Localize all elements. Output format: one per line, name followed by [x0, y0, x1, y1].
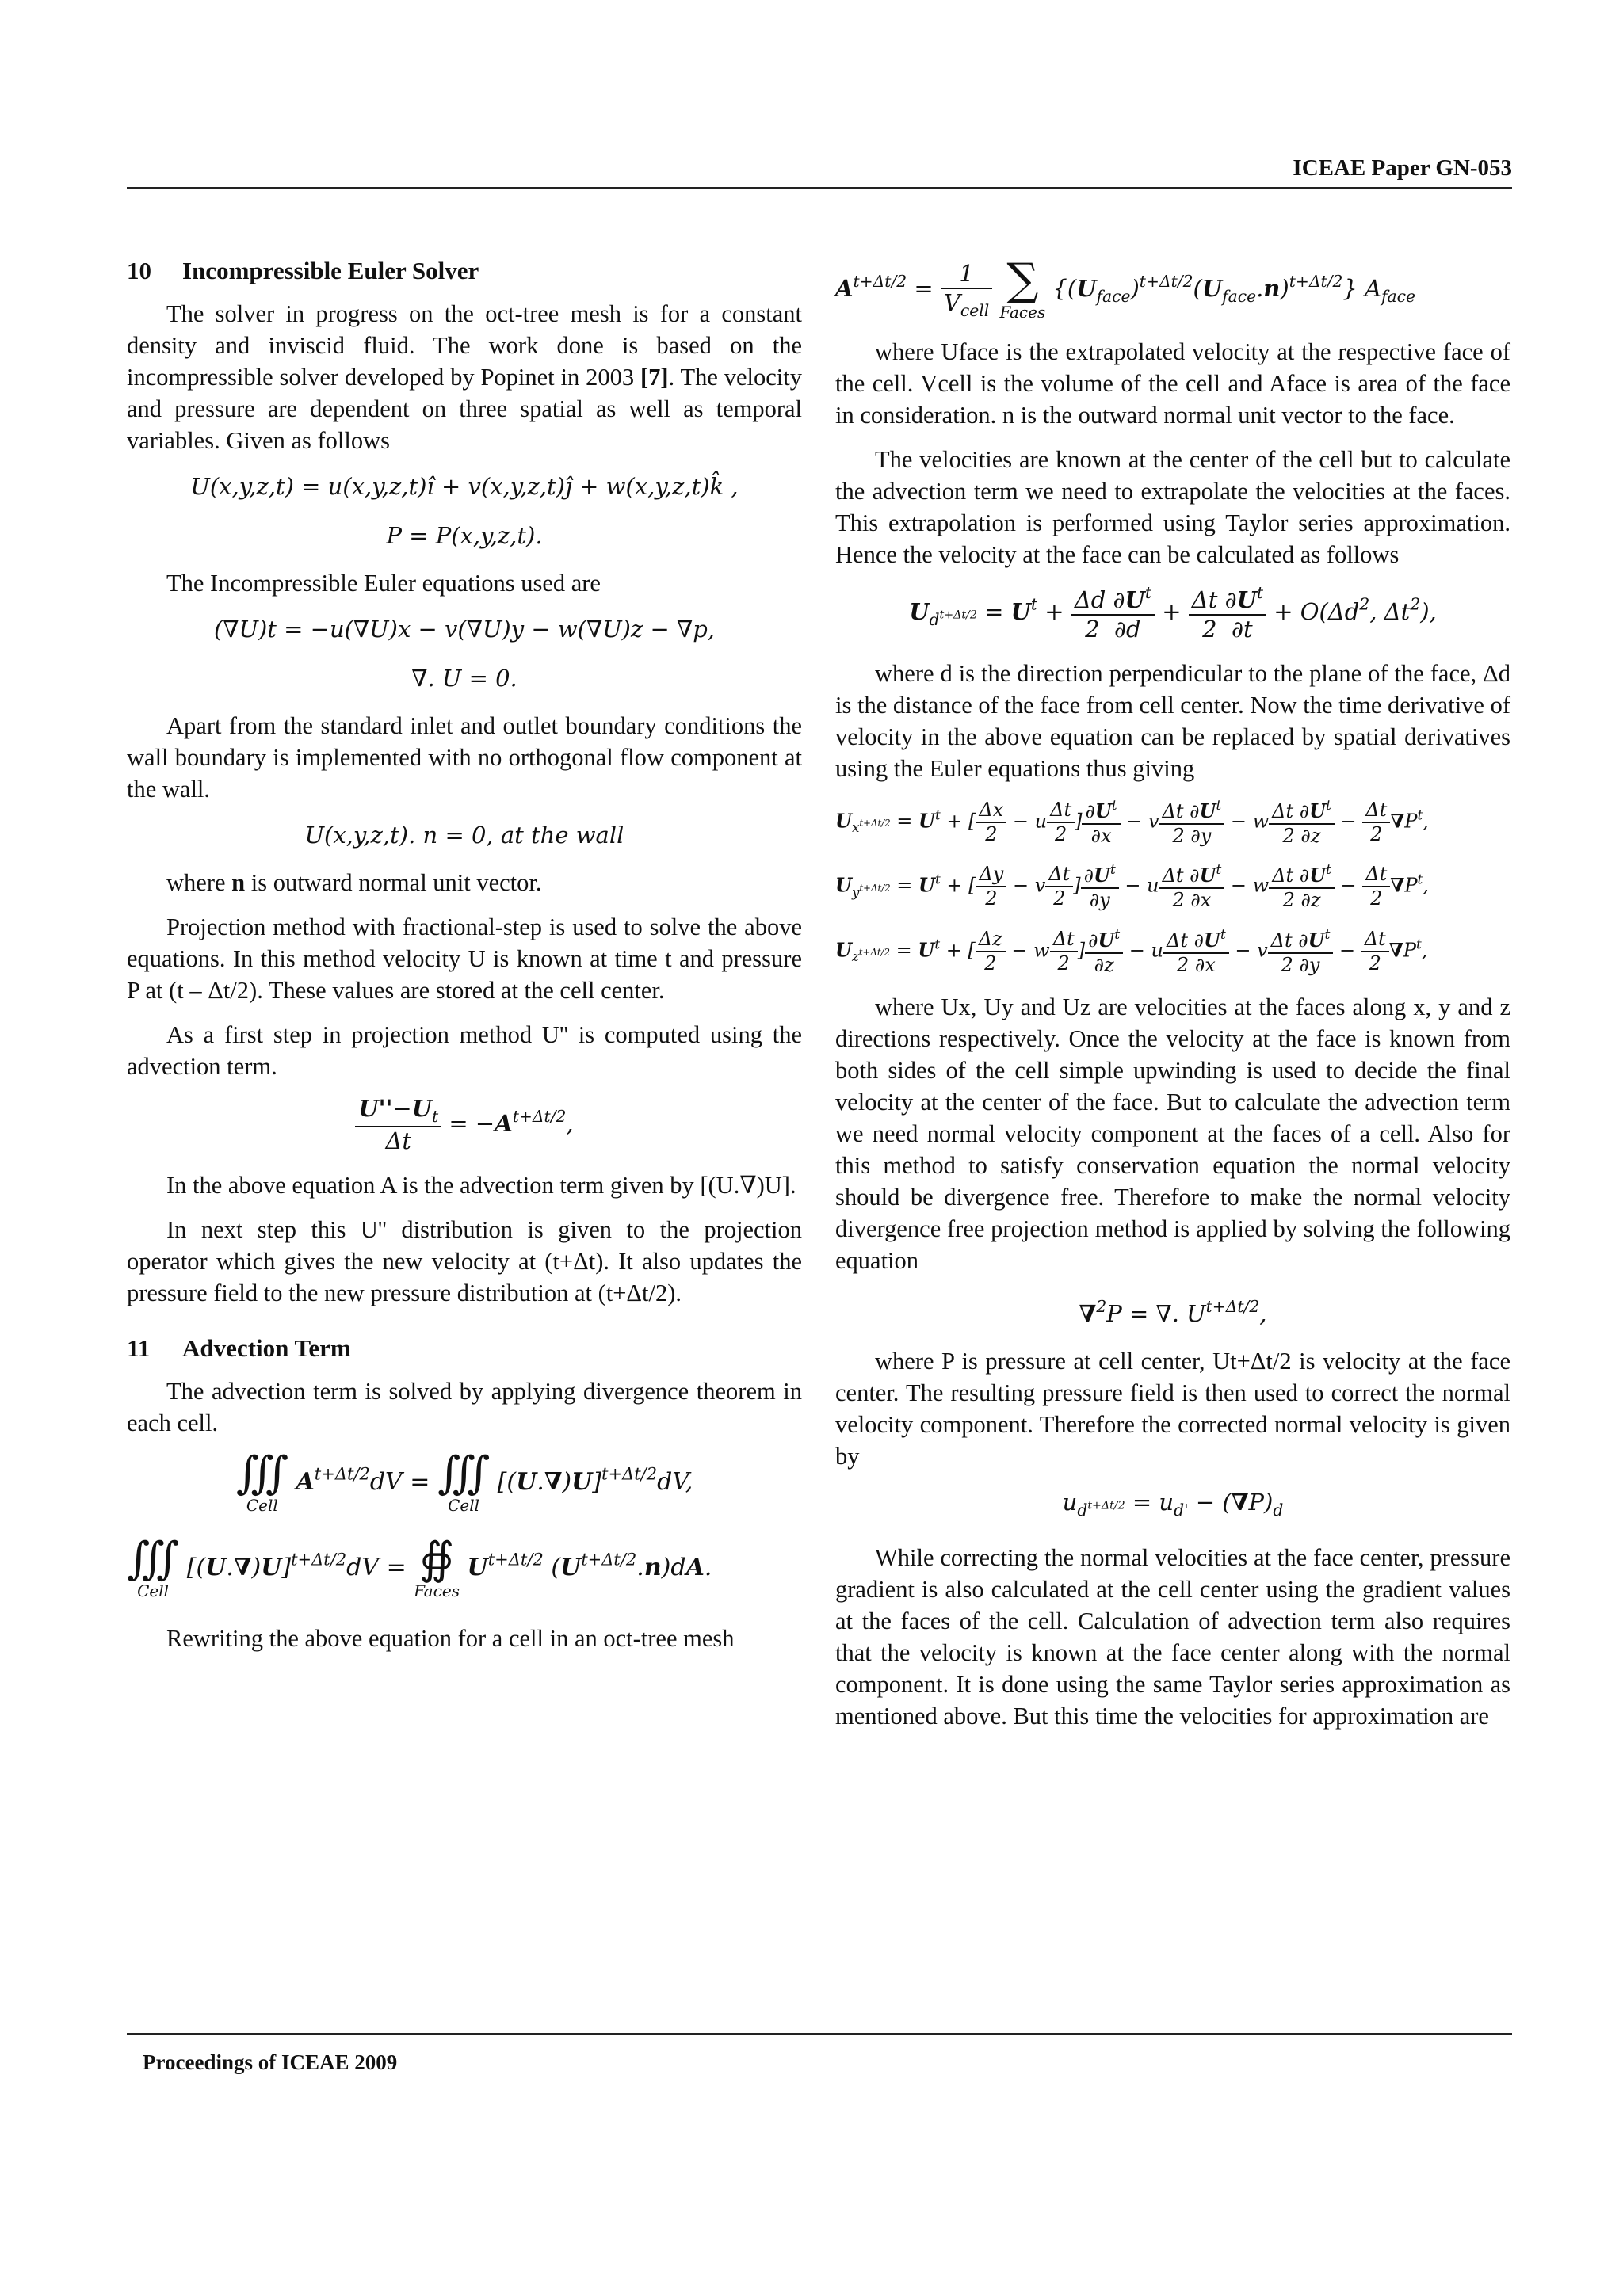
- equation-correction: $u_{d^{t+\Delta t/2}} = u_{d'} - (\nabla P)_d$: [1062, 1488, 1284, 1520]
- equation-text: (∇U)t = −u(∇U)x − v(∇U)y − w(∇U)z − ∇p,: [213, 616, 716, 643]
- integral-limit: Cell: [137, 1581, 170, 1601]
- paragraph-text: . The velocity and pressure are dependent on three spatial as well as temporal variables. Given as follows: [127, 364, 803, 454]
- section-10-title: Incompressible Euler Solver: [182, 257, 479, 284]
- equation-pressure: [127, 518, 802, 553]
- section-10-heading: [127, 255, 802, 287]
- summation: ∑ Faces: [999, 254, 1046, 322]
- paragraph: The Incompressible Euler equations used are: [166, 570, 601, 597]
- fraction: $\frac{1}{V_{cell}}$: [941, 260, 992, 320]
- paragraph-text: The solver in progress on the oct-tree mesh is for a constant density and inviscid fluid. The work done is based on the incompressible solver developed by Popinet in 2003: [127, 300, 802, 391]
- equation-text: U(x,y,z,t) = u(x,y,z,t)î + v(x,y,z,t)ĵ + w(x,y,z,t)k̂ ,: [190, 473, 739, 500]
- fraction: $\frac{U''-U_t}{\Delta t}$: [355, 1095, 441, 1155]
- page-header: [127, 155, 1512, 189]
- paragraph: While correcting the normal velocities at the face center, pressure gradient is also calculated at the cell center using the gradient values at the faces of the cell. Calculation of advection term also requires that the velocity is known at the face center along with the normal component. It is done using the same Taylor series approximation as mentioned above. But this time the velocities for approximation are: [835, 1544, 1510, 1730]
- triple-integral: ∭ Cell: [127, 1533, 180, 1601]
- surface-integral: ∯ Faces: [414, 1533, 460, 1601]
- equation-divergence: [127, 661, 802, 696]
- paragraph: Projection method with fractional-step is used to solve the above equations. In this method velocity U is known at time t and pressure P at (t – Δt/2). These values are stored at the cell center.: [127, 913, 802, 1004]
- paragraph: [127, 867, 802, 898]
- equation-uz: $U_{z^{t+\Delta t/2}} = U^t$ + [ $\frac{\Delta z}{2}$ − w $\frac{\Delta t}{2}$ ] $\frac{\partial U^t}{\partial z}$ − u $\frac{\Delta t \partial U^t}{2 \partial x}$ − v $\frac{\Delta t \partial U^t}{2 \partial y}$ − $\frac{\Delta t}{2}$ $\nabla P^t$,: [835, 926, 1428, 976]
- footer-label: Proceedings of ICEAE 2009: [143, 2050, 398, 2074]
- integral-limit: Cell: [448, 1496, 479, 1516]
- paragraph: As a first step in projection method U'' is computed using the advection term.: [127, 1021, 802, 1080]
- section-11-number: 11: [127, 1334, 151, 1363]
- equation-text: ∇. U = 0.: [411, 665, 517, 692]
- paragraph: In next step this U'' distribution is given to the projection operator which gives the new velocity at (t+Δt). It also updates the pressure field to the new pressure distribution at (t+Δt/2).: [127, 1216, 802, 1307]
- paragraph: Apart from the standard inlet and outlet boundary conditions the wall boundary is implemented with no orthogonal flow component at the wall.: [127, 712, 802, 803]
- equation-ux: $U_{x^{t+\Delta t/2}} = U^t$ + [ $\frac{\Delta x}{2}$ − u $\frac{\Delta t}{2}$ ] $\frac{\partial U^t}{\partial x}$ − v $\frac{\Delta t \partial U^t}{2 \partial y}$ − w $\frac{\Delta t \partial U^t}{2 \partial z}$ − $\frac{\Delta t}{2}$ $\nabla P^t$,: [835, 796, 1429, 847]
- equation-discrete-advection: $A^{t+\Delta t/2}$ = $\frac{1}{V_{cell}}$ ∑ Faces $\{(U_{face})^{t+\Delta t/2}(U_{face}.n)^{t+\Delta t/2}\}$ $A_{face}$: [835, 254, 1415, 322]
- paragraph: where Uface is the extrapolated velocity at the respective face of the cell. Vcell is the volume of the cell and Aface is area of the face in consideration. n is the outward normal unit vector to the face.: [835, 338, 1510, 429]
- fraction: $\frac{\Delta t \partial U^t}{2 \partial t}$: [1189, 583, 1266, 643]
- equation-text: P = P(x,y,z,t).: [386, 522, 543, 549]
- equation-divergence-theorem: ∭ Cell $[(U.\nabla)U]^{t+\Delta t/2}dV$ = ∯ Faces $U^{t+\Delta t/2}$ $(U^{t+\Delta t/2}.n)dA$.: [127, 1533, 712, 1601]
- paragraph: where Ux, Uy and Uz are velocities at the faces along x, y and z directions respectively. Once the velocity at the face is known from both sides of the cell simple upwinding is used to decide the final velocity at the center of the face. But to calculate the advection term we need normal velocity component at the faces of a cell. Also for this method to satisfy conservation equation the normal velocity should be divergence free. Therefore to make the normal velocity divergence free projection method is applied by solving the following equation: [835, 993, 1510, 1274]
- equation-uy: $U_{y^{t+\Delta t/2}} = U^t$ + [ $\frac{\Delta y}{2}$ − v $\frac{\Delta t}{2}$ ] $\frac{\partial U^t}{\partial y}$ − u $\frac{\Delta t \partial U^t}{2 \partial x}$ − w $\frac{\Delta t \partial U^t}{2 \partial z}$ − $\frac{\Delta t}{2}$ $\nabla P^t$,: [835, 861, 1429, 912]
- paragraph: [127, 298, 802, 456]
- triple-integral: ∭ Cell: [235, 1447, 288, 1516]
- summation-limit: Faces: [999, 303, 1046, 322]
- section-11-title: Advection Term: [182, 1334, 351, 1363]
- integral-limit: Cell: [246, 1496, 278, 1516]
- citation-ref: [7]: [640, 364, 669, 391]
- paragraph: Rewriting the above equation for a cell in an oct-tree mesh: [166, 1625, 735, 1653]
- paragraph-text: is outward normal unit vector.: [245, 869, 542, 896]
- right-column: [835, 252, 1510, 1745]
- bold-symbol: n: [231, 869, 246, 896]
- paragraph: where P is pressure at cell center, Ut+Δt/2 is velocity at the face center. The resulting pressure field is then used to correct the normal velocity component. Therefore the corrected normal velocity is given by: [835, 1347, 1510, 1470]
- equation-wall: [127, 818, 802, 852]
- header-label: ICEAE Paper GN-053: [1293, 155, 1512, 181]
- paragraph: The advection term is solved by applying divergence theorem in each cell.: [127, 1378, 802, 1437]
- paragraph: In the above equation A is the advection term given by [(U.∇)U].: [166, 1172, 796, 1199]
- equation-taylor: $U_{d^{t+\Delta t/2}} = U^t$ + $\frac{\Delta d \partial U^t}{2 \partial d}$ + $\frac{\Delta t \partial U^t}{2 \partial t}$ + $O(\Delta d^2$, $\Delta t^2$),: [909, 583, 1437, 643]
- equation-volume-integral: ∭ Cell $A^{t+\Delta t/2}dV$ = ∭ Cell $[(U.\nabla)U]^{t+\Delta t/2}dV$,: [235, 1447, 693, 1516]
- page-footer: [127, 2033, 1512, 2074]
- paragraph: The velocities are known at the center of the cell but to calculate the advection term we need to extrapolate the velocities at the faces. This extrapolation is performed using Taylor series approximation. Hence the velocity at the face can be calculated as follows: [835, 446, 1510, 568]
- fraction: $\frac{\Delta d \partial U^t}{2 \partial d}$: [1071, 583, 1155, 643]
- section-11-heading: [127, 1333, 802, 1364]
- equation-euler: [127, 612, 802, 646]
- equation-text: U(x,y,z,t). n = 0, at the wall: [304, 822, 624, 849]
- left-column: [127, 255, 802, 1667]
- equation-poisson: ∇$^2$P = ∇. $U^{t+\Delta t/2}$,: [1079, 1296, 1267, 1327]
- equation-projection-step: $\frac{U''-U_t}{\Delta t}$ = $-A^{t+\Delta t/2}$,: [127, 1095, 802, 1155]
- triple-integral: ∭ Cell: [437, 1447, 491, 1516]
- section-10-number: 10: [127, 257, 151, 284]
- paragraph: where d is the direction perpendicular to the plane of the face, Δd is the distance of the face from cell center. Now the time derivative of velocity in the above equation can be replaced by spatial derivatives using the Euler equations thus giving: [835, 659, 1510, 782]
- equation-velocity: [127, 469, 802, 504]
- integral-limit: Faces: [414, 1581, 460, 1601]
- paragraph-text: where: [166, 869, 232, 896]
